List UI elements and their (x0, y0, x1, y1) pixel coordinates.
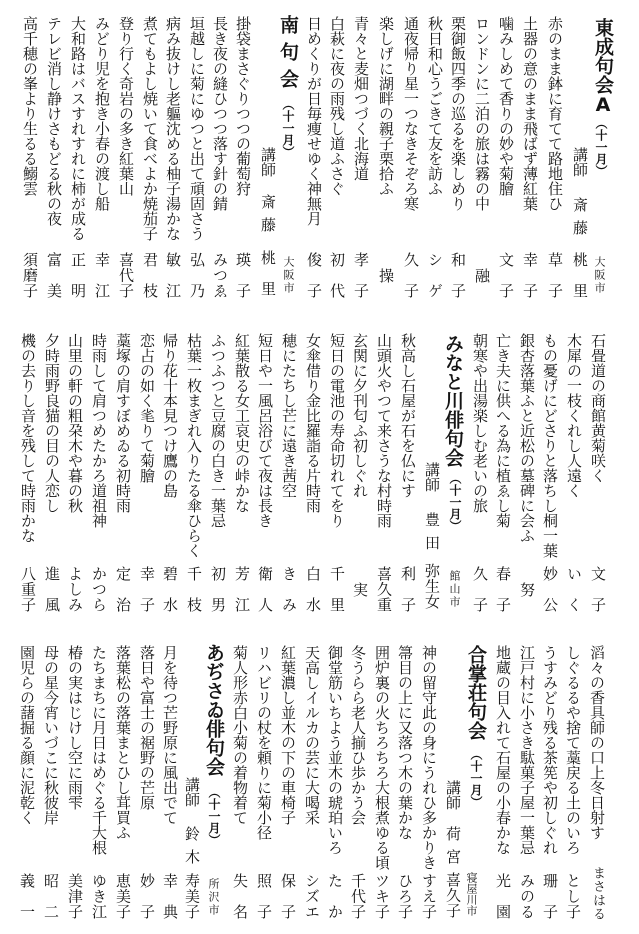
haiku-author: 文子 (497, 252, 515, 298)
haiku-text: 機の去りし音を残して時雨かな (19, 333, 37, 543)
haiku-author: 草子 (546, 252, 564, 298)
haiku-author: 努 (518, 581, 536, 597)
instructor-city: 寝屋川市 (465, 872, 478, 916)
haiku-author: 妙公 (541, 566, 559, 612)
haiku-text: 囲炉裏の火ちろちろ大根煮ゆる頃 (373, 645, 391, 870)
haiku-author: まさはる (590, 866, 605, 920)
haiku-text: 秋日和心うごきて友を訪ふ (426, 16, 444, 196)
haiku-text: ふつふつと豆腐の白き一葉忌 (209, 333, 227, 528)
haiku-text: 神の留守此の身にうれひ多かりき (420, 645, 438, 870)
haiku-author: 文子 (589, 566, 607, 612)
haiku-text: 亡き夫に供へる為に植ゑし菊 (494, 333, 512, 528)
haiku-author: とし子 (564, 873, 582, 919)
group-month: （十一月） (281, 98, 295, 158)
instructor-surname: 荷宮 (444, 826, 462, 872)
haiku-author: 弘乃 (188, 252, 206, 298)
haiku-text: 月を待つ芒野原に風出でて (161, 645, 179, 825)
haiku-author: 俊子 (305, 252, 323, 298)
haiku-author: たか (326, 873, 344, 919)
haiku-text: 青々と麦畑つづく北海道 (352, 16, 370, 181)
haiku-text: 天高しイルカの芸に大喝采 (303, 645, 321, 825)
haiku-text: テレビ消し静けさもどる秋の夜 (45, 16, 63, 226)
group-month: （十一月） (448, 472, 462, 532)
haiku-author: 孝子 (352, 252, 370, 298)
haiku-text: 夕時雨野良猫の目の人恋し (43, 333, 61, 513)
haiku-text: 山頭火やつて来さうな村時雨 (375, 333, 393, 528)
instructor-surname: 斎藤 (259, 194, 277, 240)
haiku-author: 初代 (328, 252, 346, 298)
haiku-author: 利子 (399, 566, 417, 612)
instructor-label: 講師 (571, 147, 589, 177)
haiku-text: 恋占の如く毟りて菊膾 (138, 333, 156, 483)
haiku-author: きみ (280, 566, 298, 612)
haiku-text: 枯葉一枚まぎれ入りたる傘ひらく (185, 333, 203, 558)
haiku-text: 栗御飯四季の巡るを楽しめり (449, 16, 467, 211)
haiku-text: 朝寒や出湯楽しむ老いの旅 (471, 333, 489, 513)
instructor-surname: 鈴木 (183, 826, 201, 872)
haiku-author: 君枝 (141, 252, 159, 298)
group-month: （十一月） (469, 748, 483, 808)
haiku-author: 幸江 (93, 252, 111, 298)
haiku-author: 八重子 (19, 566, 37, 612)
haiku-text: 落日や富士の裾野の芒原 (138, 645, 156, 810)
haiku-author: みのる (518, 873, 536, 919)
haiku-text: 日めくりが日毎痩せゆく神無月 (305, 16, 323, 226)
haiku-author: 千代子 (349, 873, 367, 919)
haiku-author: 初男 (209, 566, 227, 612)
instructor-surname: 斎藤 (571, 197, 589, 243)
haiku-text: 椿の実はじけし空に雨雫 (66, 645, 84, 810)
haiku-author: 義一 (18, 873, 36, 919)
instructor-given-name: 弥生女 (423, 563, 441, 609)
haiku-author: 須磨子 (21, 252, 39, 298)
haiku-author: 正明 (69, 252, 87, 298)
haiku-text: リハビリの杖を頼りに菊小径 (255, 645, 273, 840)
haiku-author: 千枝 (185, 566, 203, 612)
haiku-text: 帰り花十本見つけ鷹の島 (161, 333, 179, 498)
haiku-text: 赤のまま鉢に育てて路地住ひ (546, 16, 564, 211)
haiku-text: 短日の電池の寿命切れてをり (328, 333, 346, 528)
haiku-author: 美津子 (66, 873, 84, 919)
haiku-text: 園児らの藷掘る顔に泥乾く (18, 645, 36, 825)
haiku-author: 久子 (471, 566, 489, 612)
haiku-author: 富美 (45, 252, 63, 298)
haiku-text: 紅葉散る女工哀史の峠かな (233, 333, 251, 513)
instructor-city: 館山市 (448, 570, 461, 609)
instructor-city: 大阪市 (593, 256, 606, 295)
haiku-author: 久子 (402, 252, 420, 298)
haiku-author: 喜代子 (117, 252, 135, 298)
haiku-text: 菊人形赤白小菊の着物着て (231, 645, 249, 825)
group-title: 東成句会A (592, 18, 614, 116)
haiku-author: 芳江 (233, 566, 251, 612)
haiku-author: いく (565, 566, 583, 612)
group-title: 南句会 (277, 15, 299, 96)
haiku-text: 穂にたちし芒に遠き茜空 (280, 333, 298, 498)
haiku-author: 実 (351, 581, 369, 597)
haiku-author: 衛人 (256, 566, 274, 612)
instructor-city: 所沢市 (207, 878, 220, 917)
haiku-author: ゆき江 (90, 873, 108, 919)
haiku-author: すえ子 (420, 873, 438, 919)
haiku-author: 昭二 (42, 873, 60, 919)
haiku-text: 大和路はバスすれすれに柿が成る (69, 16, 87, 241)
haiku-author: 千里 (328, 566, 346, 612)
haiku-text: うすみどり残る茶筅や初しぐれ (541, 645, 559, 855)
haiku-author: 妙子 (138, 873, 156, 919)
haiku-author: ひろ子 (396, 873, 414, 919)
haiku-text: 冬うらら老人揃ひ歩かう会 (349, 645, 367, 825)
haiku-author: 照子 (255, 873, 273, 919)
haiku-text: 噛みしめて香りの妙や菊膾 (497, 16, 515, 196)
haiku-text: ロンドンに二泊の旅は霧の中 (473, 16, 491, 211)
haiku-text: 藁塚の肩すぼめゐる初時雨 (114, 333, 132, 513)
haiku-text: 通夜帰り星一つなきそぞろ寒 (402, 16, 420, 211)
haiku-author: 融 (473, 267, 491, 283)
haiku-author: 保子 (279, 873, 297, 919)
haiku-text: 石畳道の商館黄菊咲く (589, 333, 607, 483)
haiku-text: 落葉松の落葉まとひし茸買ふ (114, 645, 132, 840)
haiku-text: 銀杏落葉ふと近松の墓碑に会ふ (518, 333, 536, 543)
instructor-given-name: 桃里 (571, 252, 589, 298)
haiku-text: 地蔵の目入れて石屋の小春かな (494, 645, 512, 855)
haiku-text: 御堂筋いちよう並木の琥珀いろ (326, 645, 344, 855)
haiku-author: 和子 (449, 252, 467, 298)
group-month: （十一月） (594, 117, 608, 177)
haiku-text: 煮てもよし焼いて食べよか焼茄子 (141, 16, 159, 241)
haiku-text: 母の星今宵いづこに秋彼岸 (42, 645, 60, 825)
haiku-text: 白萩に夜の雨残し道ふさぐ (328, 16, 346, 196)
haiku-text: 病み抜けし老軀沈める柚子湯かな (164, 16, 182, 241)
haiku-author: シゲ (426, 252, 444, 298)
haiku-text: 木犀の一枝くれし人遠く (565, 333, 583, 498)
instructor-label: 講師 (183, 777, 201, 807)
instructor-given-name: 桃里 (259, 250, 277, 296)
haiku-author: 碧水 (161, 566, 179, 612)
haiku-text: もの憂げにどさりと落ちし桐一葉 (541, 333, 559, 558)
haiku-text: 登り行く奇岩の多き紅葉山 (117, 16, 135, 196)
haiku-text: 垣越しに菊にゆつと出て頑固さう (188, 16, 206, 241)
haiku-text: 紅葉濃し並木の下の車椅子 (279, 645, 297, 825)
haiku-author: かつら (90, 566, 108, 612)
haiku-author: 白水 (304, 566, 322, 612)
instructor-label: 講師 (259, 147, 277, 177)
haiku-text: 滔々の香具師の口上冬日射す (588, 645, 606, 840)
haiku-author: 春子 (494, 566, 512, 612)
haiku-text: 時雨して肩つめたかろ道祖神 (90, 333, 108, 528)
haiku-author: 恵美子 (114, 873, 132, 919)
haiku-text: たちまちに月日はめぐる千大根 (90, 645, 108, 855)
haiku-author: シズエ (303, 873, 321, 919)
group-title: みなと川俳句会 (442, 334, 464, 467)
haiku-author: 瑛子 (234, 252, 252, 298)
haiku-author: 幸典 (161, 873, 179, 919)
haiku-author: 喜久重 (375, 566, 393, 612)
instructor-city: 大阪市 (282, 256, 295, 295)
group-title: 合掌荘句会 (465, 645, 487, 740)
haiku-author: 珊子 (541, 873, 559, 919)
haiku-text: 土器の意のまま飛ばず薄紅葉 (521, 16, 539, 211)
haiku-author: みつゑ (211, 252, 229, 298)
haiku-text: 高千穂の峯より生るる鰯雲 (21, 16, 39, 196)
haiku-author: 幸子 (138, 566, 156, 612)
haiku-text: 秋高し石屋が石を仏にす (399, 333, 417, 498)
haiku-text: 江戸村に小さき駄菓子屋一葉忌 (518, 645, 536, 855)
haiku-author: 光園 (494, 873, 512, 919)
haiku-author: ツキ子 (373, 873, 391, 919)
instructor-surname: 豊田 (423, 512, 441, 558)
haiku-author: 定治 (114, 566, 132, 612)
haiku-text: 短日や一風呂浴びて夜は長き (256, 333, 274, 528)
haiku-author: 敏江 (164, 252, 182, 298)
group-month: （十一月） (207, 786, 221, 846)
haiku-text: 玄関に夕刊匂ふ初しぐれ (351, 333, 369, 498)
haiku-text: みどり児を抱き小春の渡し船 (93, 16, 111, 211)
instructor-given-name: 喜久子 (444, 872, 462, 918)
haiku-text: 山里の軒の粗朶木や暮の秋 (66, 333, 84, 513)
haiku-text: 女傘借り金比羅詣る片時雨 (304, 333, 322, 513)
haiku-author: よしみ (66, 566, 84, 612)
instructor-label: 講師 (423, 462, 441, 492)
instructor-label: 講師 (444, 780, 462, 810)
group-title: あぢさゐ俳句会 (203, 643, 225, 776)
haiku-text: 長き夜の縫ひつつ落す針の錆 (211, 16, 229, 211)
haiku-author: 操 (377, 267, 395, 283)
haiku-text: 掛袋まさぐりつつの葡萄狩 (234, 16, 252, 196)
haiku-author: 失名 (231, 873, 249, 919)
haiku-text: 楽しげに湖畔の親子栗拾ふ (377, 16, 395, 196)
haiku-author: 幸子 (521, 252, 539, 298)
instructor-given-name: 寿美子 (183, 873, 201, 919)
haiku-author: 進風 (43, 566, 61, 612)
haiku-text: 箒目の上に又落つ木の葉かな (396, 645, 414, 840)
haiku-text: しぐるるや捨て藁戻る土のいろ (564, 645, 582, 855)
